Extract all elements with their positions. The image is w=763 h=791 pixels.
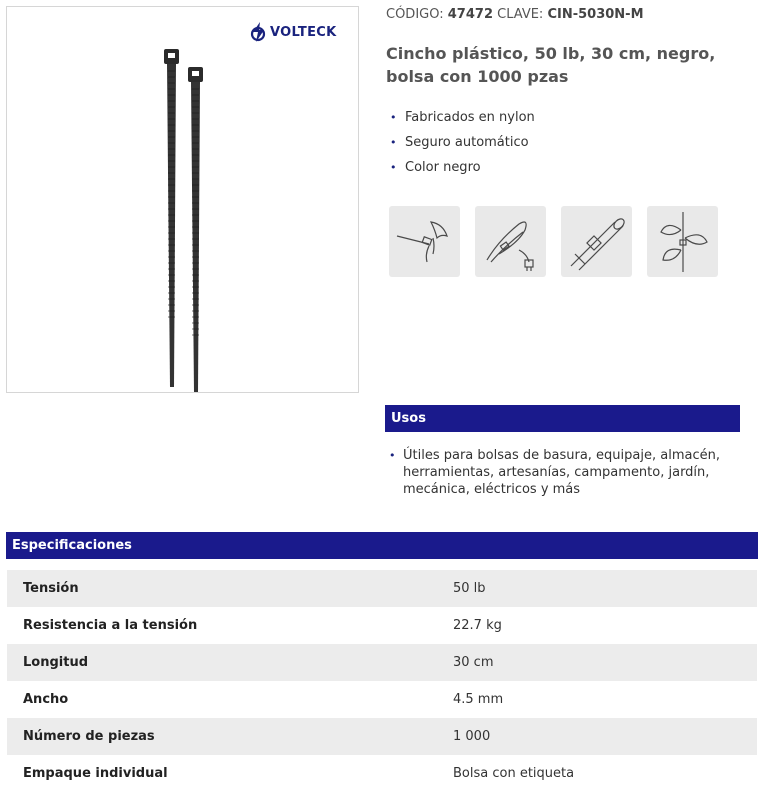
spec-value: 1 000 bbox=[453, 729, 491, 744]
list-item: • Seguro automático bbox=[390, 134, 535, 159]
bullet-icon: • bbox=[389, 449, 396, 462]
bullet-icon: • bbox=[390, 161, 397, 174]
tube-tie-icon bbox=[561, 206, 632, 277]
table-row bbox=[7, 644, 757, 681]
spec-value: Bolsa con etiqueta bbox=[453, 766, 575, 781]
product-image-panel bbox=[6, 6, 359, 393]
spec-label: Tensión bbox=[23, 581, 79, 596]
brand-name: VOLTECK bbox=[270, 24, 337, 40]
table-row bbox=[7, 607, 757, 644]
usage-icons bbox=[389, 206, 718, 277]
vine-tie-icon bbox=[647, 206, 718, 277]
table-row bbox=[7, 718, 757, 755]
spec-value: 50 lb bbox=[453, 581, 486, 596]
usos-header: Usos bbox=[385, 405, 740, 432]
specs-table bbox=[7, 570, 757, 791]
table-row bbox=[7, 755, 757, 791]
spec-value: 4.5 mm bbox=[453, 692, 504, 707]
product-clave: CIN-5030N-M bbox=[547, 7, 644, 22]
bullet-icon: • bbox=[390, 111, 397, 124]
list-item: • Color negro bbox=[390, 159, 535, 184]
spec-label: Número de piezas bbox=[23, 729, 155, 744]
cable-tie-image bbox=[157, 47, 217, 395]
list-item: • Útiles para bolsas de basura, equipaje, almacén, herramientas, artesanías, campamento, jardín, mecánica, eléctricos y más bbox=[389, 448, 720, 497]
table-row bbox=[7, 681, 757, 718]
spec-value: 30 cm bbox=[453, 655, 494, 670]
cable-bundle-plug-icon bbox=[475, 206, 546, 277]
product-title: Cincho plástico, 50 lb, 30 cm, negro, bolsa con 1000 pzas bbox=[386, 44, 716, 86]
product-code: 47472 bbox=[447, 7, 493, 22]
spec-label: Longitud bbox=[23, 655, 89, 670]
spec-value: 22.7 kg bbox=[453, 618, 502, 633]
bullet-icon: • bbox=[390, 136, 397, 149]
usos-list bbox=[389, 447, 734, 498]
cable-tie-plant-icon bbox=[389, 206, 460, 277]
clave-label: CLAVE: bbox=[497, 7, 544, 22]
code-label: CÓDIGO: bbox=[386, 7, 444, 22]
volteck-logo bbox=[249, 21, 336, 43]
feature-list bbox=[390, 109, 535, 184]
table-row bbox=[7, 570, 757, 607]
specs-header: Especificaciones bbox=[6, 532, 758, 559]
spec-label: Empaque individual bbox=[23, 766, 168, 781]
volteck-logo-icon bbox=[249, 21, 267, 43]
spec-label: Ancho bbox=[23, 692, 69, 707]
spec-label: Resistencia a la tensión bbox=[23, 618, 198, 633]
product-code-line bbox=[386, 7, 644, 22]
list-item: • Fabricados en nylon bbox=[390, 109, 535, 134]
